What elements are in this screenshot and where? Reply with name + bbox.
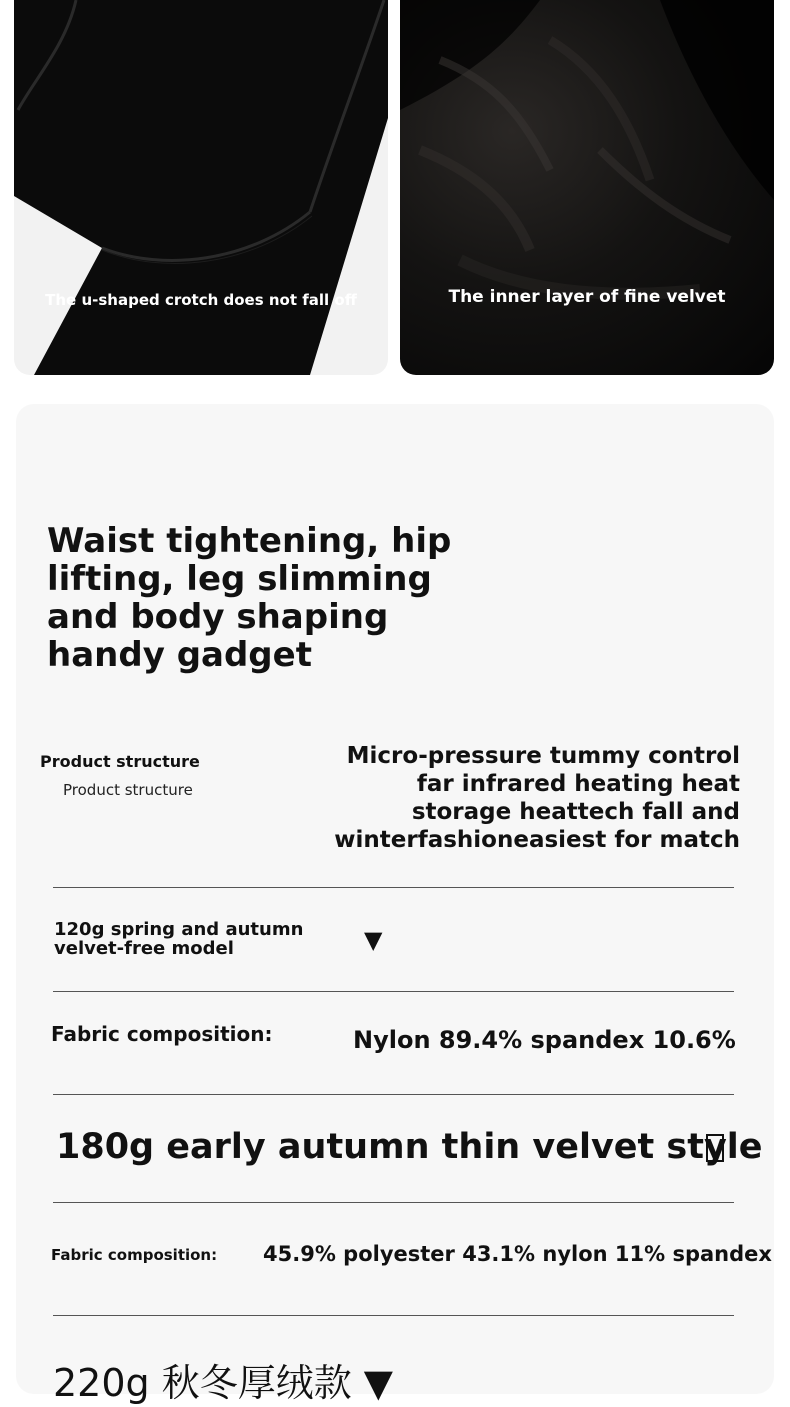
- variant-220g-name: 220g 秋冬厚绒款 ▼: [53, 1361, 394, 1405]
- crotch-caption: The u-shaped crotch does not fall off: [45, 291, 357, 309]
- fabric-composition-label: Fabric composition:: [51, 1246, 218, 1264]
- product-structure-label: Product structure: [40, 752, 200, 771]
- product-structure-description: Micro-pressure tummy control far infrared heating heat storage heattech fall and winterfashioneasiest for match: [334, 743, 740, 853]
- fabric-composition-value: 45.9% polyester 43.1% nylon 11% spandex: [263, 1242, 772, 1266]
- product-details-card: [16, 404, 774, 1405]
- divider: [53, 1202, 734, 1203]
- velvet-caption: The inner layer of fine velvet: [448, 287, 726, 307]
- velvet-photo: [400, 0, 774, 375]
- divider: [53, 887, 734, 888]
- down-triangle-icon: ▼: [364, 926, 383, 954]
- product-structure-sublabel: Product structure: [63, 781, 193, 799]
- divider: [53, 1094, 734, 1095]
- fabric-composition-label: Fabric composition:: [51, 1022, 273, 1046]
- velvet-lining-image: [400, 0, 774, 375]
- leggings-crotch-image: [14, 0, 388, 375]
- missing-glyph-icon: [706, 1134, 724, 1162]
- variant-120g-name: 120g spring and autumn velvet-free model: [54, 919, 304, 959]
- fabric-composition-value: Nylon 89.4% spandex 10.6%: [353, 1026, 736, 1054]
- crotch-photo: [14, 0, 388, 375]
- product-headline: Waist tightening, hip lifting, leg slimming and body shaping handy gadget: [47, 521, 452, 675]
- variant-180g-name: 180g early autumn thin velvet style: [56, 1127, 763, 1167]
- divider: [53, 991, 734, 992]
- divider: [53, 1315, 734, 1316]
